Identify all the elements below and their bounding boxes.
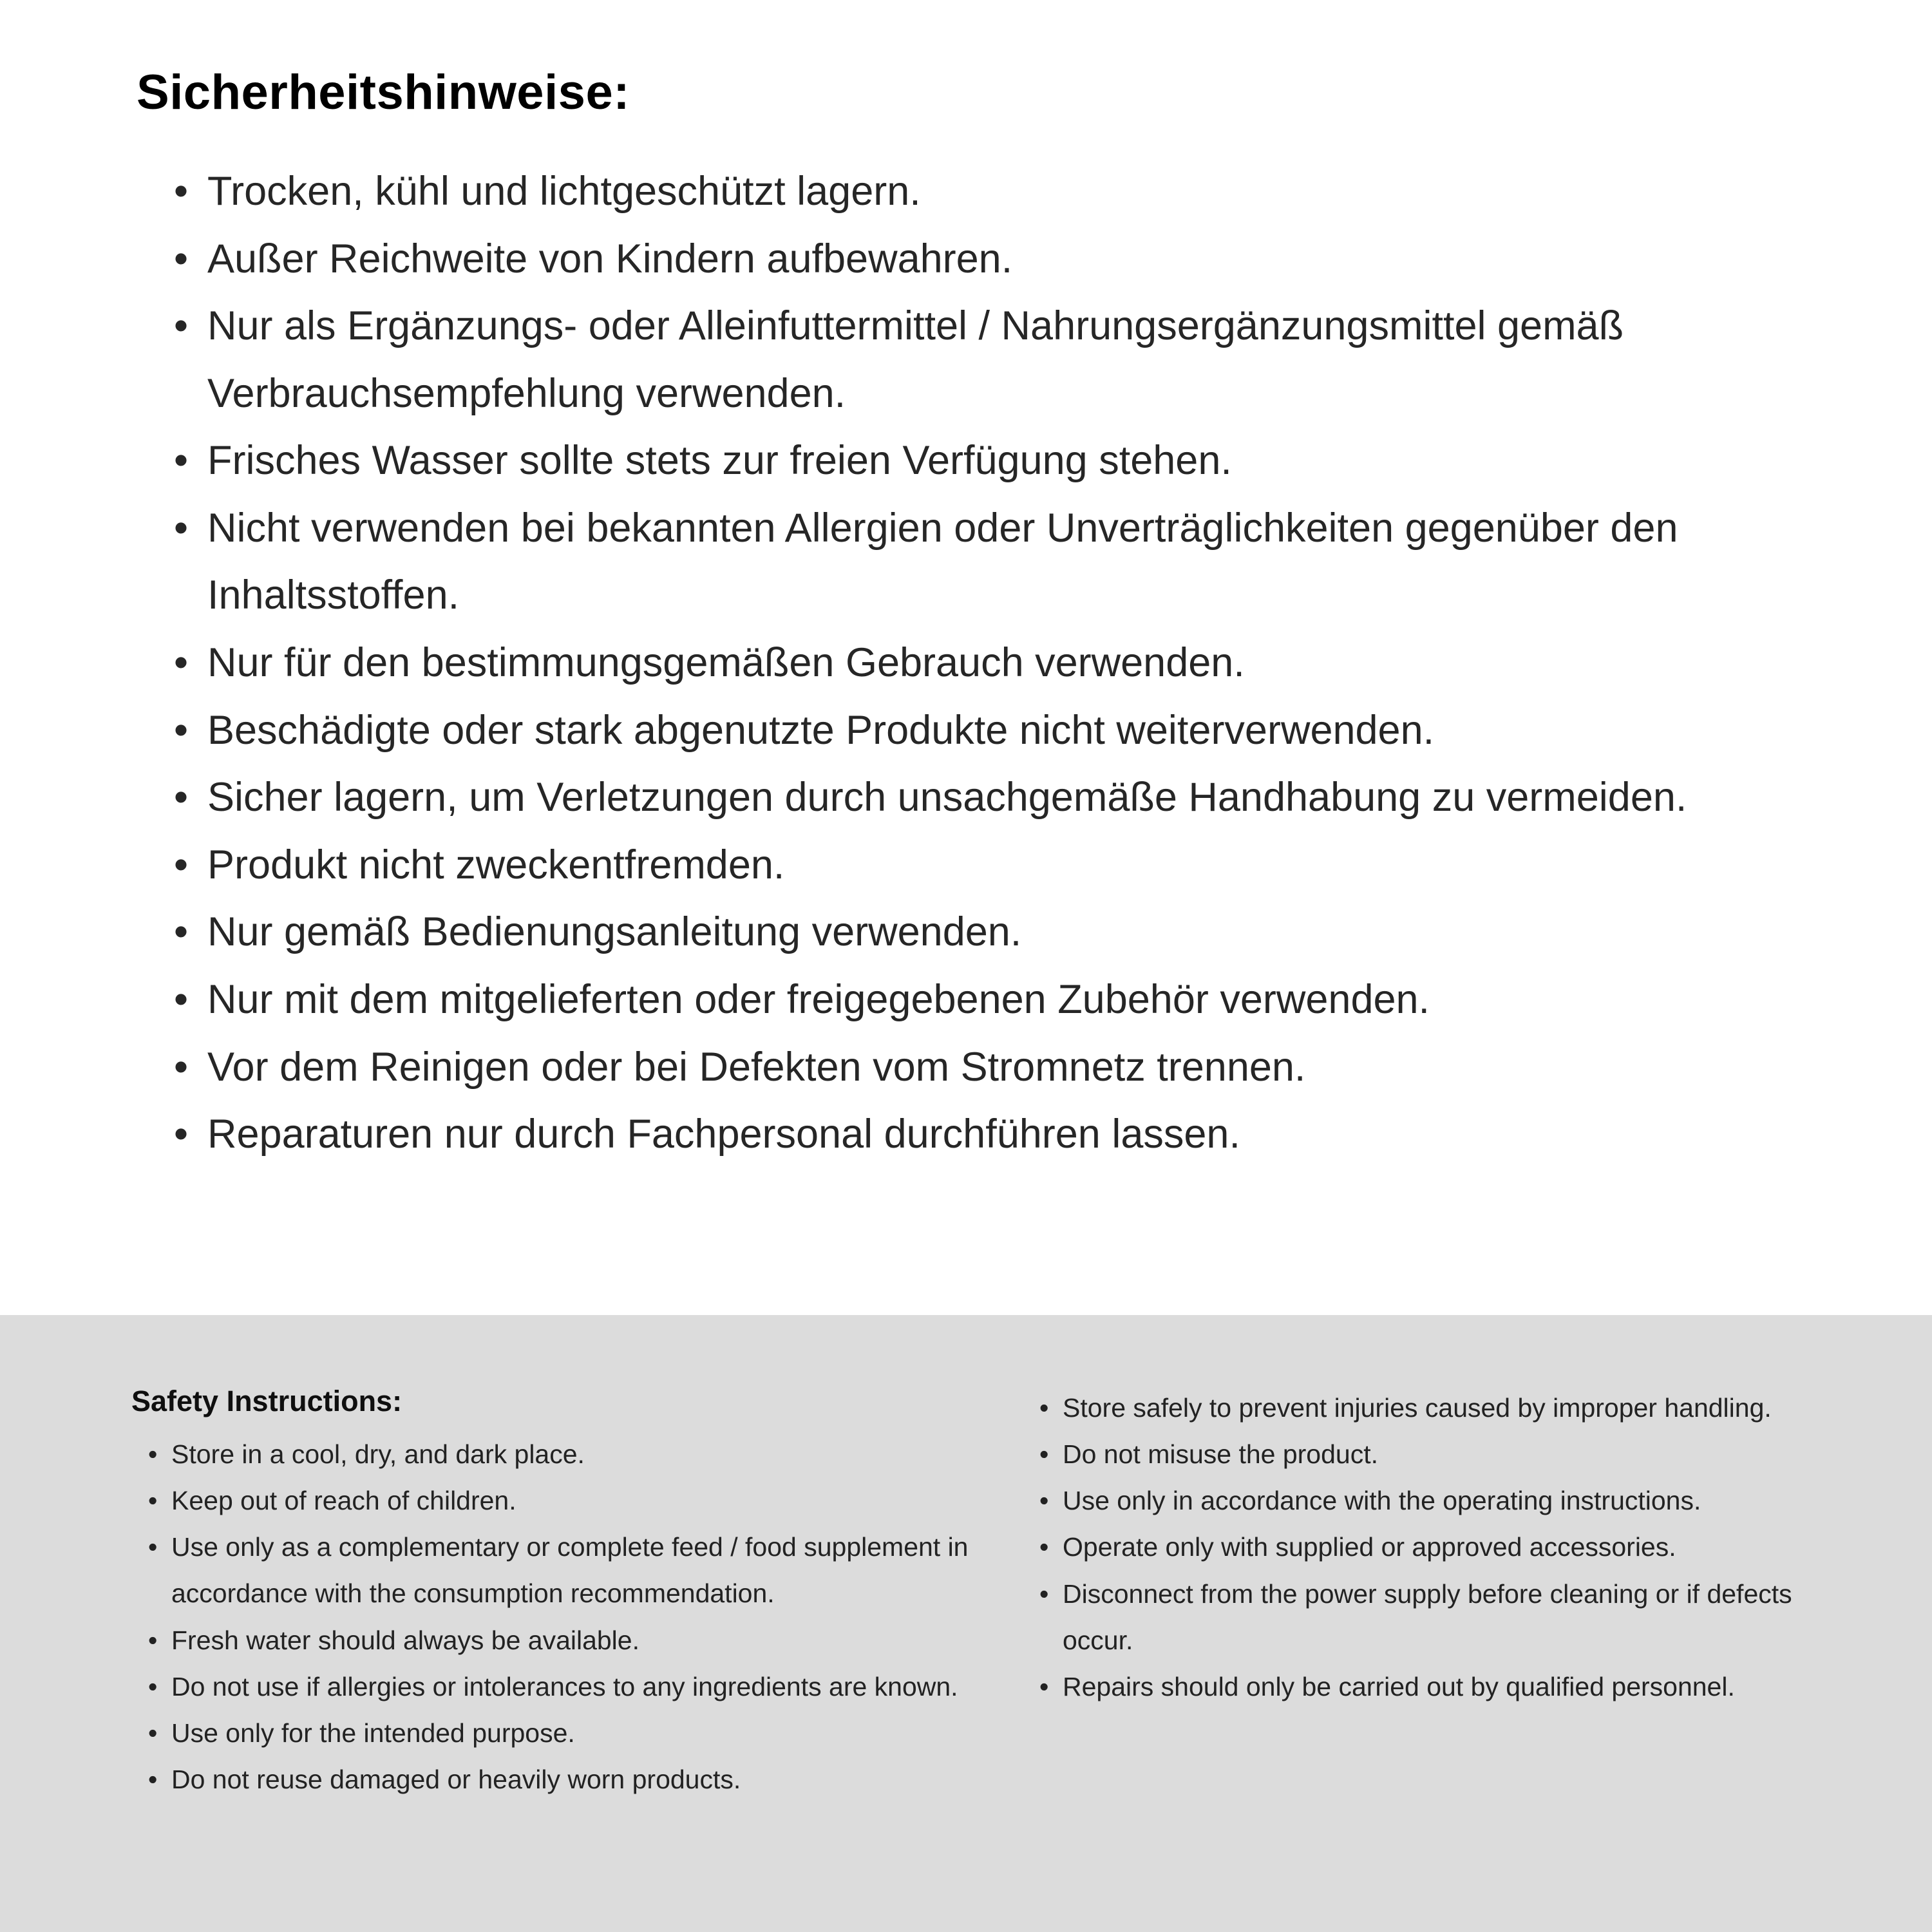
german-instruction-item: • Nur mit dem mitgelieferten oder freigegebenen Zubehör verwenden.: [174, 966, 1719, 1034]
english-instruction-item: • Use only in accordance with the operating instructions.: [1039, 1477, 1839, 1524]
english-instruction-item: • Store safely to prevent injuries caused by improper handling.: [1039, 1385, 1839, 1431]
german-instruction-item: • Vor dem Reinigen oder bei Defekten vom Stromnetz trennen.: [174, 1034, 1719, 1101]
german-instruction-item: • Trocken, kühl und lichtgeschützt lagern.: [174, 158, 1719, 225]
english-instruction-item: • Use only for the intended purpose.: [148, 1710, 1005, 1756]
german-instruction-item: • Produkt nicht zweckentfremden.: [174, 831, 1719, 899]
english-instructions-list-right: [1039, 1385, 1839, 1710]
german-instructions-list: [137, 158, 1719, 1168]
german-instruction-item: • Reparaturen nur durch Fachpersonal durchführen lassen.: [174, 1101, 1719, 1168]
german-instruction-item: • Nur für den bestimmungsgemäßen Gebrauch verwenden.: [174, 629, 1719, 697]
english-instruction-item: • Do not misuse the product.: [1039, 1431, 1839, 1477]
german-instruction-item: • Sicher lagern, um Verletzungen durch unsachgemäße Handhabung zu vermeiden.: [174, 764, 1719, 831]
german-section-title: Sicherheitshinweise:: [137, 65, 630, 120]
german-instruction-item: • Nur gemäß Bedienungsanleitung verwenden.: [174, 898, 1719, 966]
german-instruction-item: • Frisches Wasser sollte stets zur freien Verfügung stehen.: [174, 427, 1719, 495]
german-instruction-item: • Beschädigte oder stark abgenutzte Produkte nicht weiterverwenden.: [174, 697, 1719, 764]
english-right-column: [1039, 1385, 1839, 1893]
english-instruction-item: • Do not reuse damaged or heavily worn products.: [148, 1756, 1005, 1803]
english-instruction-item: • Keep out of reach of children.: [148, 1477, 1005, 1524]
english-instruction-item: • Use only as a complementary or complete feed / food supplement in accordance with the consumption recommendation.: [148, 1524, 1005, 1616]
english-instruction-item: • Repairs should only be carried out by qualified personnel.: [1039, 1663, 1839, 1710]
english-section-title: Safety Instructions:: [131, 1385, 402, 1417]
english-safety-section: [0, 1315, 1932, 1932]
english-left-column: [131, 1385, 1039, 1893]
english-instruction-item: • Store in a cool, dry, and dark place.: [148, 1431, 1005, 1477]
english-instruction-item: • Do not use if allergies or intolerances to any ingredients are known.: [148, 1663, 1005, 1710]
english-instruction-item: • Disconnect from the power supply before cleaning or if defects occur.: [1039, 1571, 1839, 1663]
german-instruction-item: • Außer Reichweite von Kindern aufbewahren.: [174, 225, 1719, 293]
english-instruction-item: • Fresh water should always be available.: [148, 1617, 1005, 1663]
english-instruction-item: • Operate only with supplied or approved accessories.: [1039, 1524, 1839, 1570]
german-instruction-item: • Nicht verwenden bei bekannten Allergien oder Unverträglichkeiten gegenüber den Inhaltsstoffen.: [174, 495, 1719, 629]
german-instruction-item: • Nur als Ergänzungs- oder Alleinfuttermittel / Nahrungsergänzungsmittel gemäß Verbrauchsempfehlung verwenden.: [174, 292, 1719, 427]
english-instructions-list-left: [131, 1431, 1005, 1803]
